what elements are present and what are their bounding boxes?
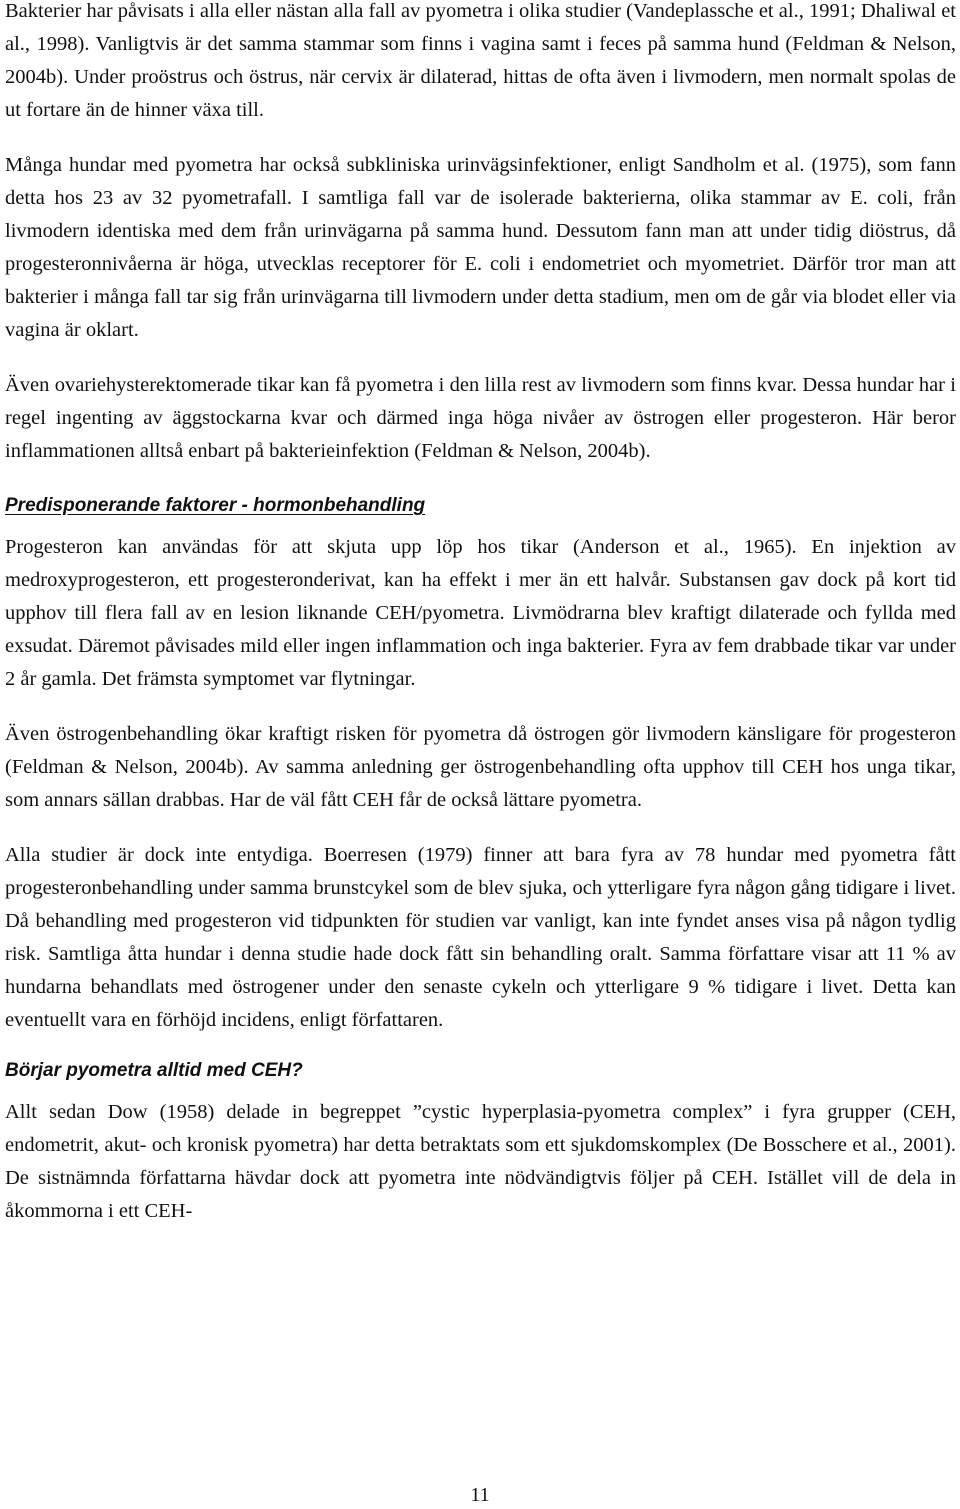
paragraph-ovariohysterectomy: Även ovariehysterektomerade tikar kan få pyometra i den lilla rest av livmodern som finns kvar. Dessa hundar har i regel ingenting av äggstockarna kvar och därmed inga höga nivåer av östrogen eller progesteron. Här beror inflammationen alltså enbart på bakterieinfektion (Feldman & Nelson, 2004b). xyxy=(5,374,956,462)
paragraph-studies: Alla studier är dock inte entydiga. Boerresen (1979) finner att bara fyra av 78 hundar med pyometra fått progesteronbehandling under samma brunstcykel som de blev sjuka, och ytterligare fyra någon gång tidigare i livet. Då behandling med progesteron vid tidpunkten för studien var vanligt, kan inte fyndet anses visa på någon tydlig risk. Samtliga åtta hundar i denna studie hade dock fått sin behandling oralt. Samma författare visar att 11 % av hundarna behandlats med östrogener under den senaste cykeln och ytterligare 9 % tidigare i livet. Detta kan eventuellt vara en förhöjd incidens, enligt författaren. xyxy=(5,844,956,1031)
paragraph-urinary-infections: Många hundar med pyometra har också subkliniska urinvägsinfektioner, enligt Sandholm et al. (1975), som fann detta hos 23 av 32 pyometrafall. I samtliga fall var de isolerade bakterierna, olika stammar av E. coli, från livmodern identiska med dem från urinvägarna på samma hund. Dessutom fann man att under tidig diöstrus, då progesteronnivåerna är höga, utvecklas receptorer för E. coli i endometriet och myometriet. Därför tror man att bakterier i många fall tar sig från urinvägarna till livmodern under detta stadium, men om de går via blodet eller via vagina är oklart. xyxy=(5,154,956,341)
paragraph-bacteria-detection: Bakterier har påvisats i alla eller nästan alla fall av pyometra i olika studier (Vandeplassche et al., 1991; Dhaliwal et al., 1998). Vanligtvis är det samma stammar som finns i vagina samt i feces på samma hund (Feldman & Nelson, 2004b). Under proöstrus och östrus, när cervix är dilaterad, hittas de ofta även i livmodern, men normalt spolas de ut fortare än de hinner växa till. xyxy=(5,0,956,121)
section-heading-ceh: Börjar pyometra alltid med CEH? xyxy=(5,1060,303,1081)
paragraph-estrogen: Även östrogenbehandling ökar kraftigt risken för pyometra då östrogen gör livmodern känsligare för progesteron (Feldman & Nelson, 2004b). Av samma anledning ger östrogenbehandling ofta upphov till CEH hos unga tikar, som annars sällan drabbas. Har de väl fått CEH får de också lättare pyometra. xyxy=(5,723,956,811)
paragraph-progesterone: Progesteron kan användas för att skjuta upp löp hos tikar (Anderson et al., 1965). En injektion av medroxyprogesteron, ett progesteronderivat, kan ha effekt i mer än ett halvår. Substansen gav dock på kort tid upphov till flera fall av en lesion liknande CEH/pyometra. Livmödrarna blev kraftigt dilaterade och fyllda med exsudat. Däremot påvisades mild eller ingen inflammation och inga bakterier. Fyra av fem drabbade tikar var under 2 år gamla. Det främsta symptomet var flytningar. xyxy=(5,536,956,690)
section-heading-hormone-treatment: Predisponerande faktorer - hormonbehandling xyxy=(5,495,426,516)
page-number: 11 xyxy=(470,1484,490,1506)
paragraph-ceh-complex: Allt sedan Dow (1958) delade in begreppet ”cystic hyperplasia-pyometra complex” i fyra grupper (CEH, endometrit, akut- och kronisk pyometra) har detta betraktats som ett sjukdomskomplex (De Bosschere et al., 2001). De sistnämnda författarna hävdar dock att pyometra inte nödvändigtvis följer på CEH. Istället vill de dela in åkommorna i ett CEH- xyxy=(5,1101,956,1222)
